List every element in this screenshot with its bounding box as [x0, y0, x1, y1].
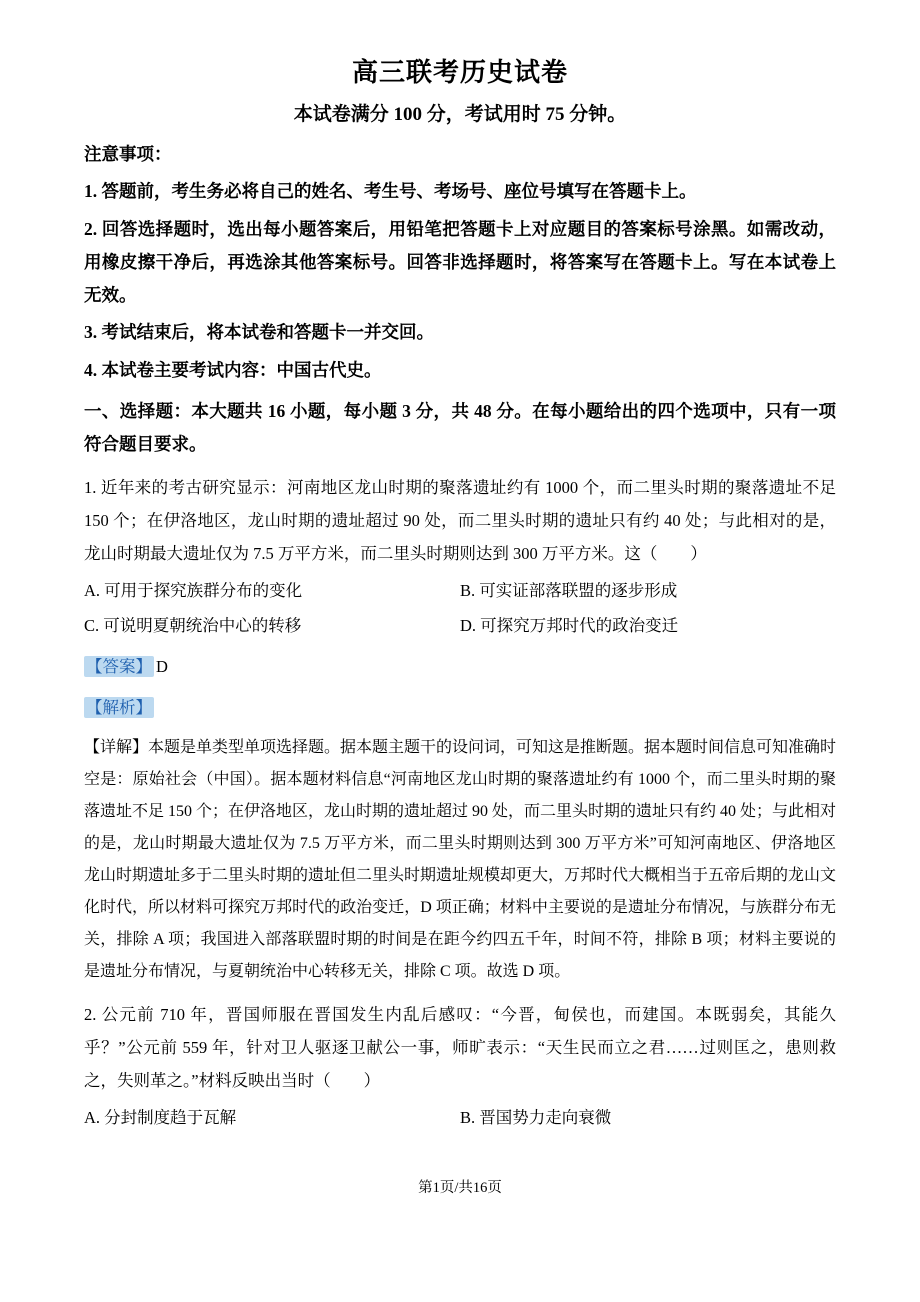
- analysis-label: 【解析】: [86, 698, 152, 718]
- question-2-option-a: A. 分封制度趋于瓦解: [84, 1108, 237, 1128]
- question-1-option-d: D. 可探究万邦时代的政治变迁: [460, 616, 679, 636]
- question-2-stem: 2. 公元前 710 年，晋国师服在晋国发生内乱后感叹：“今晋，甸侯也，而建国。本既弱矣，其能久乎？”公元前 559 年，针对卫人驱逐卫献公一事，师旷表示：“天生民而立之君……过则匡之，患则救之，失则革之。”材料反映出当时（ ）: [84, 1005, 836, 1091]
- question-1-answer-line: [84, 650, 836, 683]
- answer-label: 【答案】: [86, 657, 152, 677]
- answer-value: D: [156, 657, 168, 677]
- question-1-detail-explanation: 【详解】本题是单类型单项选择题。据本题主题干的设问词，可知这是推断题。据本题时间信息可知准确时空是：原始社会（中国）。据本题材料信息“河南地区龙山时期的聚落遗址约有 1000 个，而二里头时期的聚落遗址不足 150 个；在伊洛地区，龙山时期的遗址超过 90 处，而二里头时期的遗址只有约 40 处；与此相对的是，龙山时期最大遗址仅为 7.5 万平方米，而二里头时期则达到 300 万平方米”可知河南地区、伊洛地区龙山时期遗址多于二里头时期的遗址但二里头时期遗址规模却更大，万邦时代大概相当于五帝后期的龙山文化时代，所以材料可探究万邦时代的政治变迁，D 项正确；材料中主要说的是遗址分布情况，与族群分布无关，排除 A 项；我国进入部落联盟时期的时间是在距今约四五千年，时间不符，排除 B 项；材料主要说的是遗址分布情况，与夏朝统治中心转移无关，排除 C 项。故选 D 项。: [84, 739, 837, 981]
- page-title: 高三联考历史试卷: [351, 58, 568, 87]
- question-1-option-a: A. 可用于探究族群分布的变化: [84, 581, 303, 601]
- question-1-analysis-line: [84, 691, 836, 724]
- question-1-options: [84, 574, 836, 642]
- question-2-options: [84, 1101, 836, 1134]
- question-1-stem: 1. 近年来的考古研究显示：河南地区龙山时期的聚落遗址约有 1000 个，而二里头时期的聚落遗址不足 150 个；在伊洛地区，龙山时期的遗址超过 90 处，而二里头时期的遗址只有约 40 处；与此相对的是，龙山时期最大遗址仅为 7.5 万平方米，而二里头时期则达到 300 万平方米。这（ ）: [84, 478, 836, 564]
- note-item-4: 4. 本试卷主要考试内容：中国古代史。: [84, 359, 382, 380]
- page-footer: 第1页/共16页: [418, 1180, 502, 1196]
- page-subtitle: 本试卷满分 100 分，考试用时 75 分钟。: [293, 104, 627, 125]
- question-1-option-b: B. 可实证部落联盟的逐步形成: [460, 581, 678, 601]
- note-item-3: 3. 考试结束后，将本试卷和答题卡一并交回。: [84, 322, 434, 343]
- question-2-option-b: B. 晋国势力走向衰微: [460, 1108, 612, 1128]
- question-1-option-c: C. 可说明夏朝统治中心的转移: [84, 616, 302, 636]
- notes-heading: 注意事项：: [84, 144, 172, 164]
- note-item-2: 2. 回答选择题时，选出每小题答案后，用铅笔把答题卡上对应题目的答案标号涂黑。如需改动，用橡皮擦干净后，再选涂其他答案标号。回答非选择题时，将答案写在答题卡上。写在本试卷上无效。: [84, 218, 836, 305]
- section-heading-choice-questions: 一、选择题：本大题共 16 小题，每小题 3 分，共 48 分。在每小题给出的四个选项中，只有一项符合题目要求。: [84, 400, 836, 454]
- note-item-1: 1. 答题前，考生务必将自己的姓名、考生号、考场号、座位号填写在答题卡上。: [84, 181, 697, 202]
